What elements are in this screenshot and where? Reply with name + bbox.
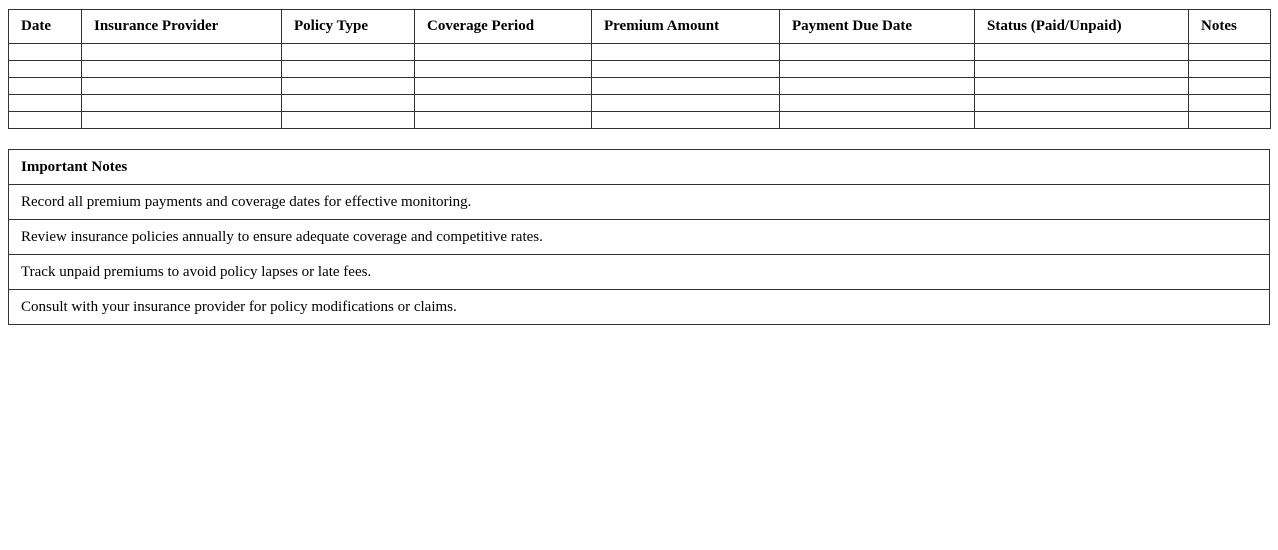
table-cell[interactable] — [415, 95, 592, 112]
table-cell[interactable] — [82, 61, 282, 78]
table-cell[interactable] — [282, 44, 415, 61]
column-header-premium-amount: Premium Amount — [592, 10, 780, 44]
insurance-tracker-table — [8, 9, 1271, 129]
column-header-status: Status (Paid/Unpaid) — [975, 10, 1189, 44]
column-header-policy-type: Policy Type — [282, 10, 415, 44]
table-cell[interactable] — [1189, 78, 1271, 95]
table-cell[interactable] — [282, 95, 415, 112]
table-cell[interactable] — [9, 44, 82, 61]
column-header-payment-due-date: Payment Due Date — [780, 10, 975, 44]
table-cell[interactable] — [780, 44, 975, 61]
table-cell[interactable] — [975, 78, 1189, 95]
column-header-coverage-period: Coverage Period — [415, 10, 592, 44]
table-cell[interactable] — [780, 78, 975, 95]
table-cell[interactable] — [415, 44, 592, 61]
notes-title: Important Notes — [9, 150, 1270, 185]
table-cell[interactable] — [975, 95, 1189, 112]
table-cell[interactable] — [592, 44, 780, 61]
table-cell[interactable] — [780, 112, 975, 129]
table-row — [9, 112, 1271, 129]
table-row — [9, 61, 1271, 78]
table-cell[interactable] — [592, 78, 780, 95]
table-cell[interactable] — [1189, 112, 1271, 129]
table-cell[interactable] — [282, 61, 415, 78]
table-cell[interactable] — [9, 112, 82, 129]
table-cell[interactable] — [780, 95, 975, 112]
table-cell[interactable] — [282, 78, 415, 95]
note-item: Track unpaid premiums to avoid policy lapses or late fees. — [9, 255, 1270, 290]
table-cell[interactable] — [1189, 95, 1271, 112]
table-cell[interactable] — [592, 95, 780, 112]
important-notes-table — [8, 149, 1270, 325]
column-header-notes: Notes — [1189, 10, 1271, 44]
table-cell[interactable] — [82, 78, 282, 95]
table-row — [9, 44, 1271, 61]
table-cell[interactable] — [415, 112, 592, 129]
table-cell[interactable] — [1189, 44, 1271, 61]
table-cell[interactable] — [9, 61, 82, 78]
table-cell[interactable] — [975, 61, 1189, 78]
table-cell[interactable] — [82, 112, 282, 129]
table-cell[interactable] — [780, 61, 975, 78]
table-cell[interactable] — [9, 78, 82, 95]
table-cell[interactable] — [592, 61, 780, 78]
table-cell[interactable] — [592, 112, 780, 129]
table-cell[interactable] — [82, 44, 282, 61]
column-header-date: Date — [9, 10, 82, 44]
note-item: Review insurance policies annually to ensure adequate coverage and competitive rates. — [9, 220, 1270, 255]
column-header-insurance-provider: Insurance Provider — [82, 10, 282, 44]
table-cell[interactable] — [975, 112, 1189, 129]
table-cell[interactable] — [415, 78, 592, 95]
table-cell[interactable] — [415, 61, 592, 78]
table-cell[interactable] — [82, 95, 282, 112]
table-cell[interactable] — [282, 112, 415, 129]
note-item: Consult with your insurance provider for policy modifications or claims. — [9, 290, 1270, 325]
table-row — [9, 78, 1271, 95]
header-row — [9, 10, 1271, 44]
table-cell[interactable] — [1189, 61, 1271, 78]
table-row — [9, 95, 1271, 112]
table-cell[interactable] — [9, 95, 82, 112]
note-item: Record all premium payments and coverage dates for effective monitoring. — [9, 185, 1270, 220]
table-cell[interactable] — [975, 44, 1189, 61]
